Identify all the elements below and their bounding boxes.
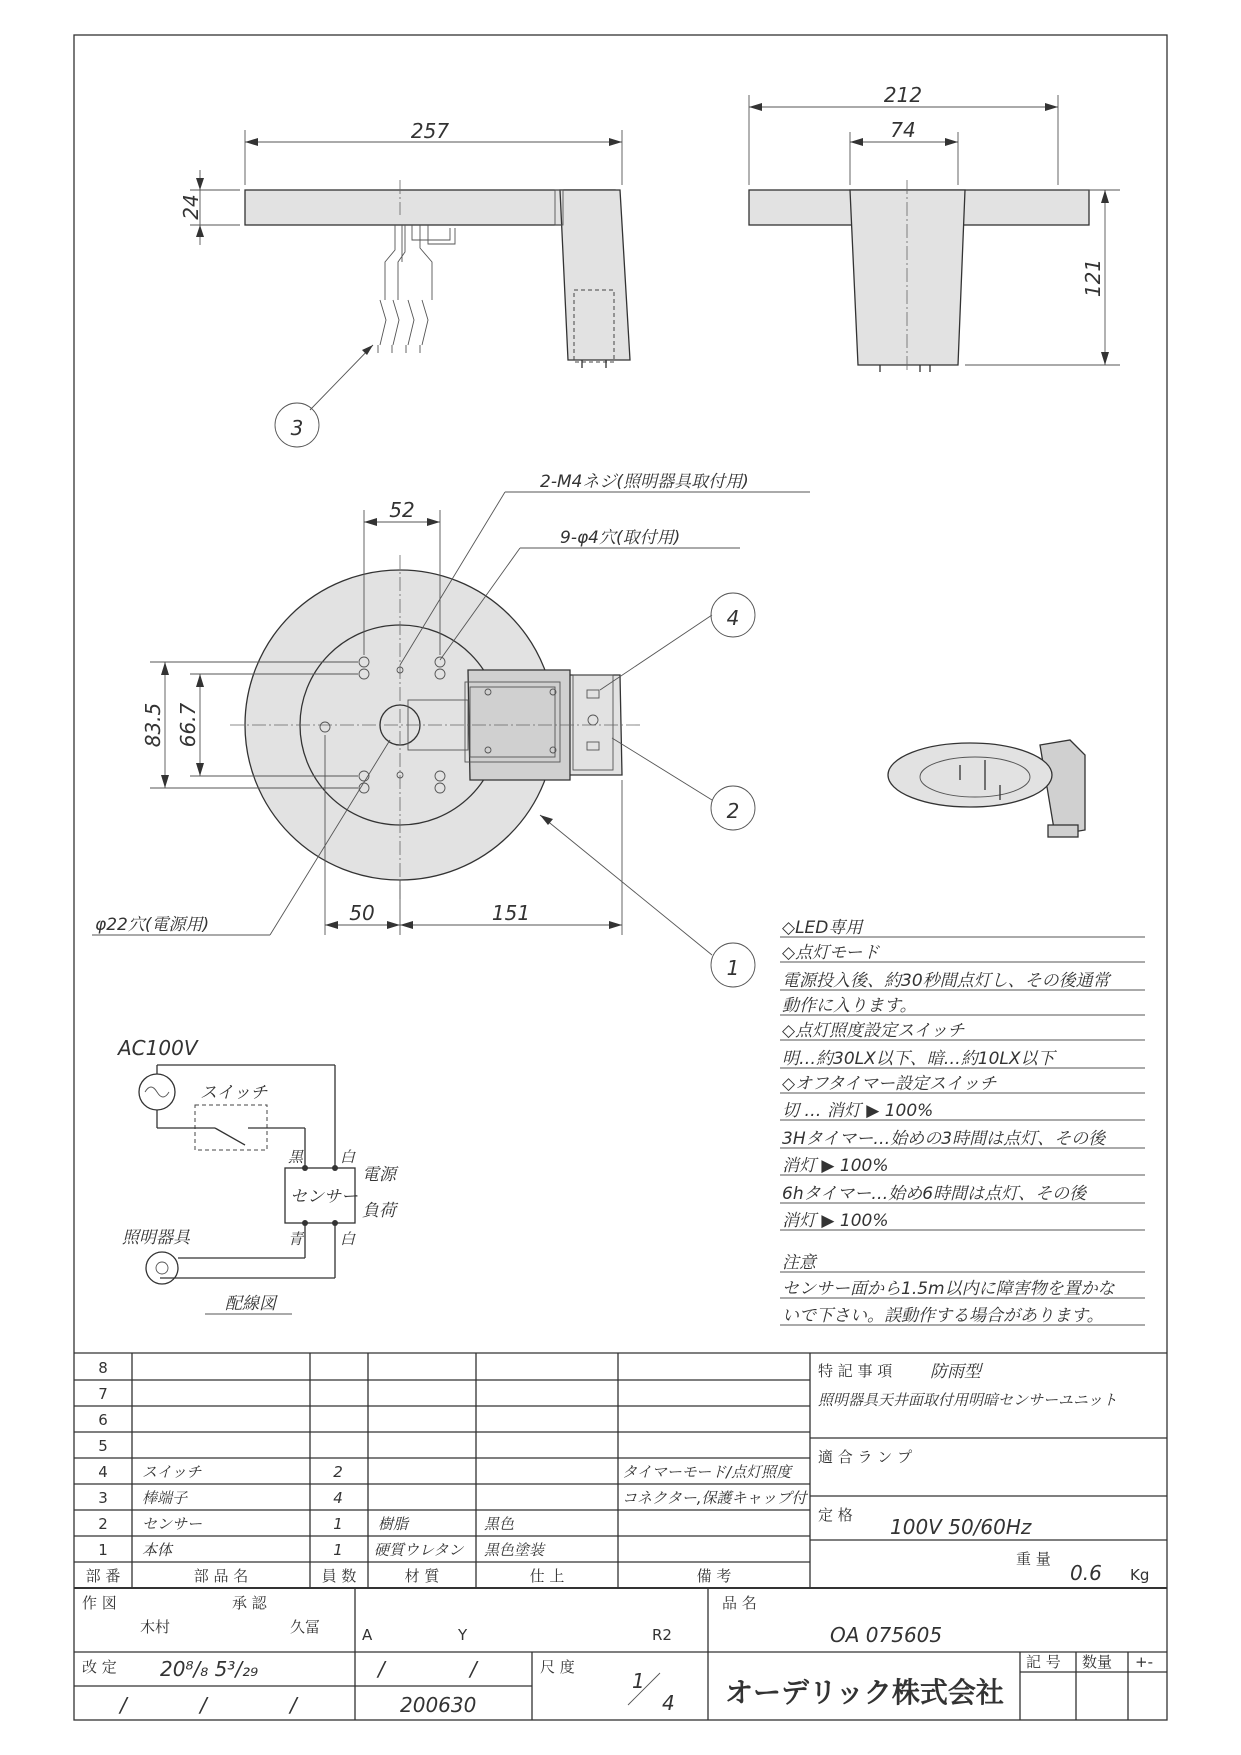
scale-denominator: 4 (662, 1691, 675, 1715)
revision-slash-4: / (200, 1693, 207, 1717)
note-line: ◇点灯照度設定スイッチ (782, 1021, 965, 1041)
parts-row (98, 1541, 546, 1559)
parts-row (98, 1463, 793, 1481)
product-number: OA 075605 (830, 1623, 943, 1647)
part-name: センサー (142, 1515, 203, 1533)
parts-row (98, 1385, 108, 1403)
wiring-white-1: 白 (340, 1148, 356, 1166)
revision-slash-2: / (470, 1657, 477, 1681)
company-name: オーデリック株式会社 (725, 1676, 1004, 1709)
special-1: 防雨型 (930, 1362, 981, 1382)
parts-row (98, 1489, 808, 1507)
callout-3: 3 (290, 416, 304, 440)
spec-block (818, 1362, 1149, 1585)
dim-plan-667: 66.7 (176, 702, 200, 748)
approved-label: 承 認 (232, 1594, 267, 1612)
note-line: 注意 (782, 1253, 816, 1273)
wiring-blue: 青 (288, 1230, 304, 1248)
field-a: A (362, 1626, 373, 1644)
part-no: 2 (98, 1515, 108, 1533)
wiring-caption: 配線図 (225, 1294, 276, 1314)
note-line: 切 … 消灯 ▶ 100% (782, 1101, 934, 1121)
notes-block (782, 918, 1116, 1326)
side-view (190, 130, 630, 447)
part-no: 5 (98, 1437, 108, 1455)
scale-numerator: 1 (632, 1669, 645, 1693)
revision-slash-1: / (378, 1657, 385, 1681)
note-line: ◇オフタイマー設定スイッチ (782, 1074, 997, 1094)
part-finish: 黒色 (484, 1515, 515, 1533)
wiring-sensor: センサー (290, 1187, 358, 1207)
parts-row (98, 1515, 515, 1533)
part-name: スイッチ (142, 1463, 202, 1481)
dim-side-width: 257 (410, 119, 450, 143)
callout-power-hole: φ22穴(電源用) (95, 915, 210, 935)
approved-by: 久冨 (290, 1618, 321, 1636)
note-line: ◇LED専用 (782, 918, 863, 938)
part-finish: 黒色塗装 (484, 1541, 545, 1559)
parts-row (98, 1437, 108, 1455)
dim-front-height: 121 (1081, 258, 1105, 298)
plusminus-label: +- (1135, 1653, 1153, 1671)
dim-plan-52: 52 (389, 498, 415, 522)
weight-label: 重 量 (1016, 1550, 1051, 1568)
dim-front-width: 212 (883, 83, 923, 107)
note-line: 電源投入後、約30秒間点灯し、その後通常 (782, 971, 1110, 991)
revision-slash-5: / (290, 1693, 297, 1717)
note-line: いで下さい。誤動作する場合があります。 (782, 1306, 1104, 1326)
weight-value: 0.6 (1070, 1561, 1102, 1585)
part-qty: 1 (333, 1515, 343, 1533)
note-line: 6hタイマー…始め6時間は点灯、その後 (782, 1184, 1087, 1204)
special-label: 特 記 事 項 (818, 1362, 893, 1380)
product-label: 品 名 (722, 1594, 757, 1612)
note-line: 動作に入ります。 (782, 996, 917, 1016)
part-name: 棒端子 (142, 1489, 188, 1507)
rating-value: 100V 50/60Hz (890, 1515, 1032, 1539)
weight-unit: Kg (1130, 1566, 1150, 1584)
part-no: 3 (98, 1489, 108, 1507)
special-2: 照明器具天井面取付用明暗センサーユニット (818, 1391, 1118, 1409)
qty-label: 数量 (1082, 1653, 1113, 1671)
dim-plan-835: 83.5 (141, 702, 165, 748)
scale-label: 尺 度 (540, 1658, 575, 1676)
wiring-white-2: 白 (340, 1230, 356, 1248)
dim-front-inner: 74 (890, 118, 916, 142)
mark-label: 記 号 (1026, 1653, 1061, 1671)
part-qty: 4 (333, 1489, 343, 1507)
parts-header (86, 1567, 732, 1585)
iso-view (888, 740, 1085, 837)
part-material: 樹脂 (378, 1515, 409, 1533)
callout-1: 1 (726, 956, 740, 980)
part-no: 7 (98, 1385, 108, 1403)
header-finish: 仕 上 (529, 1567, 565, 1585)
header-qty: 員 数 (321, 1567, 357, 1585)
part-qty: 1 (333, 1541, 343, 1559)
part-no: 1 (98, 1541, 108, 1559)
revision-dates: 20⁸/₈ 5³/₂₉ (160, 1657, 259, 1681)
revision-slash-3: / (120, 1693, 127, 1717)
lamp-label: 適 合 ラ ン プ (818, 1448, 913, 1466)
revision-label: 改 定 (82, 1658, 117, 1676)
wiring-power: 電源 (362, 1165, 396, 1185)
part-material: 硬質ウレタン (374, 1541, 464, 1559)
wiring-switch-label: スイッチ (200, 1083, 268, 1103)
header-remarks: 備 考 (696, 1567, 732, 1585)
dim-side-thickness: 24 (179, 194, 203, 220)
wiring-ac-label: AC100V (118, 1036, 198, 1060)
dim-plan-151: 151 (491, 901, 531, 925)
dim-plan-50: 50 (349, 901, 375, 925)
rating-label: 定 格 (818, 1506, 853, 1524)
wiring-black: 黒 (288, 1148, 304, 1166)
note-line: 消灯 ▶ 100% (782, 1211, 889, 1231)
front-view (749, 95, 1120, 372)
note-line: 消灯 ▶ 100% (782, 1156, 889, 1176)
revision-code: R2 (652, 1626, 672, 1644)
part-remark: タイマーモード/点灯照度 (622, 1463, 792, 1481)
callout-2: 2 (726, 799, 740, 823)
note-line: 明…約30LX以下、暗…約10LX以下 (782, 1049, 1055, 1069)
parts-table (86, 1359, 809, 1585)
note-line: ◇点灯モード (782, 943, 880, 963)
callout-4: 4 (726, 606, 740, 630)
parts-row (98, 1359, 108, 1377)
wiring-lamp: 照明器具 (122, 1228, 190, 1248)
parts-row (98, 1411, 108, 1429)
field-y: Y (458, 1626, 468, 1644)
callout-mount-holes: 9-φ4穴(取付用) (560, 528, 681, 548)
header-no: 部 番 (85, 1567, 121, 1585)
drawn-label: 作 図 (82, 1594, 117, 1612)
title-block (82, 1594, 1153, 1717)
callout-m4-screw: 2-M4ネジ(照明器具取付用) (540, 472, 749, 492)
part-name: 本体 (142, 1541, 173, 1559)
part-qty: 2 (333, 1463, 343, 1481)
header-material: 材 質 (404, 1567, 440, 1585)
part-no: 6 (98, 1411, 108, 1429)
part-no: 8 (98, 1359, 108, 1377)
note-line: センサー面から1.5m以内に障害物を置かな (782, 1279, 1115, 1299)
part-remark: コネクター,保護キャップ付 (622, 1489, 807, 1507)
part-no: 4 (98, 1463, 108, 1481)
wiring-load: 負荷 (362, 1201, 396, 1221)
note-line: 3Hタイマー…始めの3時間は点灯、その後 (782, 1129, 1106, 1149)
drawing-date: 200630 (400, 1693, 477, 1717)
drawn-by: 木村 (140, 1618, 171, 1636)
header-name: 部 品 名 (193, 1567, 249, 1585)
